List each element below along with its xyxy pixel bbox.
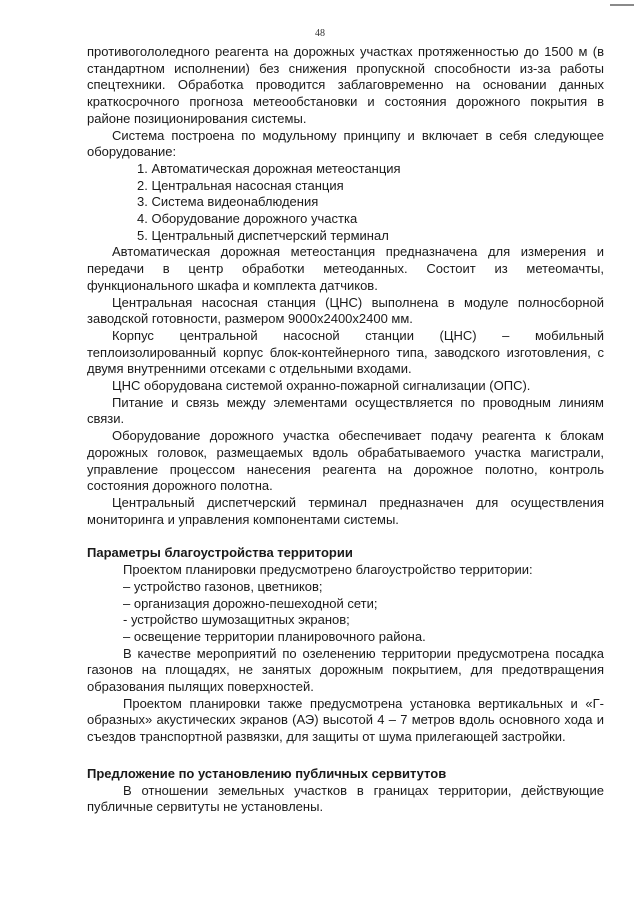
paragraph-system-modules: Система построена по модульному принципу и включает в себя следующее оборудование:	[87, 127, 604, 160]
equipment-item: 2. Центральная насосная станция	[137, 177, 344, 193]
equipment-item: 5. Центральный диспетчерский терминал	[137, 227, 389, 243]
paragraph-pump-station: Центральная насосная станция (ЦНС) выполнена в модуле полносборной заводской готовности, размером 9000х2400х2400 мм.	[87, 294, 604, 327]
paragraph-greening: В качестве мероприятий по озеленению территории предусмотрена посадка газонов на площадях, не занятых дорожным покрытием, для предотвращения образования пылящих поверхностей.	[87, 645, 604, 695]
heading-easements: Предложение по установлению публичных сервитутов	[87, 765, 447, 781]
heading-landscaping: Параметры благоустройства территории	[87, 545, 353, 561]
page-corner-mark	[610, 4, 634, 6]
paragraph-reagent-treatment: противогололедного реагента на дорожных участках протяженностью до 1500 м (в стандартном исполнении) без снижения пропускной способности из-за работы спецтехники. Обработка проводится заблаговременно на основании данных краткосрочного прогноза метеообстановки и состояния дорожного покрытия в районе позиционирования системы.	[87, 44, 604, 126]
equipment-item: 3. Система видеонаблюдения	[137, 194, 319, 210]
paragraph-dispatch-terminal: Центральный диспетчерский терминал предназначен для осуществления мониторинга и управления компонентами системы.	[87, 494, 604, 527]
landscaping-item: - устройство шумозащитных экранов;	[123, 612, 350, 628]
equipment-item: 4. Оборудование дорожного участка	[137, 211, 358, 227]
paragraph-road-section-equipment: Оборудование дорожного участка обеспечивает подачу реагента к блокам дорожных головок, размещаемых вдоль обрабатываемого участка магистрали, управление процессом нанесения реагента на дорожное полотно, контроль состояния дорожного полотна.	[87, 428, 604, 494]
paragraph-power-communication: Питание и связь между элементами осуществляется по проводным линиям связи.	[87, 394, 604, 427]
landscaping-item: – организация дорожно-пешеходной сети;	[123, 595, 378, 611]
landscaping-item: – освещение территории планировочного района.	[123, 628, 426, 644]
landscaping-item: – устройство газонов, цветников;	[123, 578, 323, 594]
page-number: 48	[315, 28, 325, 39]
paragraph-pump-housing: Корпус центральной насосной станции (ЦНС) – мобильный теплоизолированный корпус блок-контейнерного типа, заводского изготовления, с двумя внутренними отсеками с отдельными входами.	[87, 327, 604, 377]
paragraph-acoustic-screens: Проектом планировки также предусмотрена установка вертикальных и «Г-образных» акустических экранов (АЭ) высотой 4 – 7 метров вдоль основного хода и съездов транспортной развязки, для защиты от шума прилегающей застройки.	[87, 695, 604, 745]
paragraph-weather-station: Автоматическая дорожная метеостанция предназначена для измерения и передачи в центр обработки метеоданных. Состоит из метеомачты, функционального шкафа и комплекта датчиков.	[87, 244, 604, 293]
paragraph-easements: В отношении земельных участков в границах территории, действующие публичные сервитуты не установлены.	[87, 782, 604, 815]
paragraph-landscaping-intro: Проектом планировки предусмотрено благоустройство территории:	[123, 562, 533, 578]
equipment-item: 1. Автоматическая дорожная метеостанция	[137, 160, 401, 176]
document-body	[87, 44, 604, 816]
paragraph-fire-alarm: ЦНС оборудована системой охранно-пожарной сигнализации (ОПС).	[112, 378, 531, 394]
